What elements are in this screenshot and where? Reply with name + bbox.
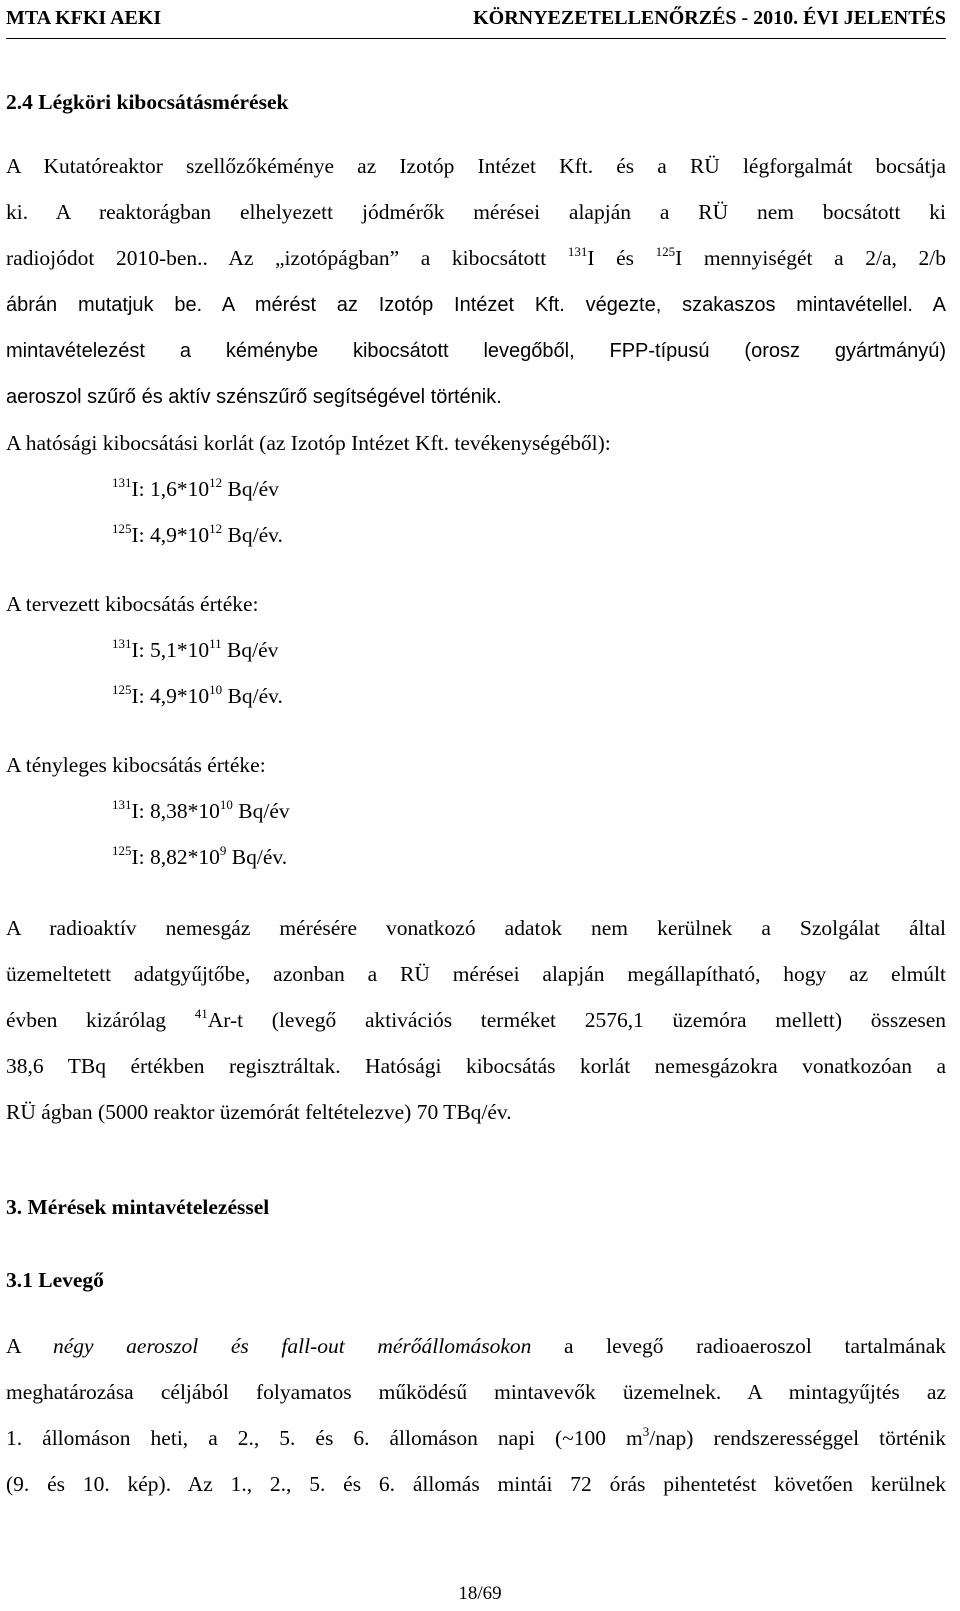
exponent-superscript: 11	[209, 635, 222, 651]
paragraph-line: A Kutatóreaktor szellőzőkéménye az Izotóp Intézet Kft. és a RÜ légforgalmát bocsátja	[6, 154, 946, 178]
limit-i131	[112, 476, 279, 502]
paragraph-line	[6, 1425, 946, 1451]
paragraph-line: A radioaktív nemesgáz mérésére vonatkozó adatok nem kerülnek a Szolgálat által	[6, 916, 946, 940]
value-text: I: 8,38*10	[131, 799, 220, 823]
isotope-superscript: 125	[112, 842, 132, 858]
section-heading-3-1: 3.1 Levegő	[6, 1268, 104, 1292]
emphasis-text: négy aeroszol és fall-out mérőállomásokon	[52, 1334, 532, 1358]
page-number: 18/69	[458, 1583, 502, 1604]
paragraph-line	[6, 1333, 946, 1359]
unit-text: Bq/év	[221, 638, 279, 662]
text-fragment: radiojódot 2010-ben.. Az „izotópágban” a kibocsátott	[6, 246, 568, 270]
section-heading-2-4: 2.4 Légköri kibocsátásmérések	[6, 90, 289, 114]
paragraph-line: 38,6 TBq értékben regisztráltak. Hatósági kibocsátás korlát nemesgázokra vonatkozóan a	[6, 1054, 946, 1078]
isotope-superscript: 125	[112, 681, 132, 697]
value-text: I: 8,82*10	[131, 845, 220, 869]
section-heading-3: 3. Mérések mintavételezéssel	[6, 1195, 270, 1219]
value-text: I: 4,9*10	[131, 523, 210, 547]
actual-i125	[112, 844, 287, 870]
exponent-superscript: 12	[209, 474, 223, 490]
paragraph-line: ábrán mutatjuk be. A mérést az Izotóp Intézet Kft. végezte, szakaszos mintavétellel. A	[6, 294, 946, 316]
isotope-superscript: 125	[112, 520, 132, 536]
isotope-superscript: 131	[567, 243, 588, 259]
unit-text: Bq/év	[232, 799, 290, 823]
text-fragment: évben kizárólag	[6, 1008, 195, 1032]
paragraph-line	[6, 245, 946, 271]
header-divider	[6, 38, 946, 39]
header-report-title: KÖRNYEZETELLENŐRZÉS - 2010. ÉVI JELENTÉS	[473, 7, 946, 29]
header-institute: MTA KFKI AEKI	[6, 7, 162, 29]
text-fragment: a levegő radioaeroszol tartalmának	[531, 1334, 946, 1358]
exponent-superscript: 10	[209, 681, 223, 697]
isotope-superscript: 125	[655, 243, 676, 259]
paragraph-line	[6, 1007, 946, 1033]
text-fragment: /nap) rendszerességgel történik	[649, 1426, 946, 1450]
text-fragment: Ar-t (levegő aktivációs terméket 2576,1 üzemóra mellett) összesen	[207, 1008, 946, 1032]
isotope-superscript: 131	[112, 796, 132, 812]
actual-title: A tényleges kibocsátás értéke:	[6, 753, 266, 777]
paragraph-line: aeroszol szűrő és aktív szénszűrő segítségével történik.	[6, 386, 502, 408]
isotope-superscript: 131	[112, 474, 132, 490]
planned-i125	[112, 683, 283, 709]
value-text: I: 5,1*10	[131, 638, 210, 662]
actual-i131	[112, 798, 290, 824]
paragraph-line: ki. A reaktorágban elhelyezett jódmérők mérései alapján a RÜ nem bocsátott ki	[6, 200, 946, 224]
paragraph-line: üzemeltetett adatgyűjtőbe, azonban a RÜ mérései alapján megállapítható, hogy az elmúlt	[6, 962, 946, 986]
planned-i131	[112, 637, 278, 663]
text-fragment: 1. állomáson heti, a 2., 5. és 6. állomáson napi (~100 m	[6, 1426, 643, 1450]
paragraph-line: meghatározása céljából folyamatos működésű mintavevők üzemelnek. A mintagyűjtés az	[6, 1380, 946, 1404]
limit-i125	[112, 522, 283, 548]
exponent-superscript: 3	[642, 1423, 650, 1439]
paragraph-line: (9. és 10. kép). Az 1., 2., 5. és 6. állomás mintái 72 órás pihentetést követően kerülnek	[6, 1472, 946, 1496]
paragraph-line: RÜ ágban (5000 reaktor üzemórát feltételezve) 70 TBq/év.	[6, 1100, 512, 1124]
planned-title: A tervezett kibocsátás értéke:	[6, 592, 259, 616]
text-fragment: A	[6, 1334, 53, 1358]
text-fragment: I és	[587, 246, 656, 270]
isotope-superscript: 131	[112, 635, 132, 651]
limit-title: A hatósági kibocsátási korlát (az Izotóp Intézet Kft. tevékenységéből):	[6, 431, 611, 455]
value-text: I: 1,6*10	[131, 477, 210, 501]
exponent-superscript: 12	[209, 520, 223, 536]
exponent-superscript: 9	[219, 842, 227, 858]
isotope-superscript: 41	[194, 1005, 208, 1021]
value-text: I: 4,9*10	[131, 684, 210, 708]
text-fragment: I mennyiségét a 2/a, 2/b	[675, 246, 946, 270]
unit-text: Bq/év.	[222, 684, 283, 708]
exponent-superscript: 10	[219, 796, 233, 812]
unit-text: Bq/év	[222, 477, 279, 501]
paragraph-line: mintavételezést a kéménybe kibocsátott levegőből, FPP-típusú (orosz gyártmányú)	[6, 340, 946, 362]
unit-text: Bq/év.	[226, 845, 288, 869]
unit-text: Bq/év.	[222, 523, 283, 547]
